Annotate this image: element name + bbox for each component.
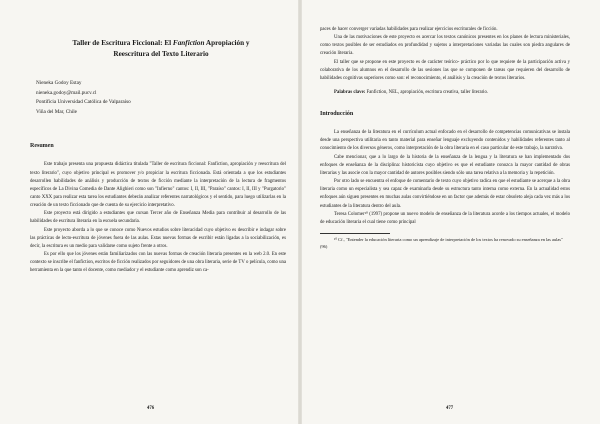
paper-title xyxy=(36,38,286,59)
title-part: Taller de Escritura Ficcional: El xyxy=(72,39,173,47)
section-heading-resumen: Resumen xyxy=(30,143,54,150)
title-line-2: Reescritura del Texto Literario xyxy=(113,49,209,58)
intro-paragraph: Teresa Colomer¹⁰ (1997) propone un nuevo modelo de enseñanza de la literatura acorde a los tiempos actuales, el modelo de educación literaria el cual tiene como principal xyxy=(320,211,570,225)
intro-paragraph: Por otro lado se encuentra el enfoque de comentario de texto cuyo objetivo radica en que el estudiante se acerque a la obra literaria como un especialista y sea capaz de examinarla desde su estructura tanto interna como externa. En la actualidad estos enfoques aún siguen presentes en muchas aulas convirtiéndose en un factor que además de estar obsoleto aleja cada vez más a los estudiantes de la literatura dentro del aula. xyxy=(320,179,570,209)
abstract-continuation: paces de hacer converger variadas habilidades para realizar ejercicios escriturales de ficción. xyxy=(320,27,498,32)
abstract-paragraph: Una de las motivaciones de este proyecto es acercar los textos canónicos presentes en los planes de lectura ministeriales, como textos posibles de ser estudiados en profundidad y sujetos a interpretaciones variadas las cuales son piedra angulares de creación literaria. xyxy=(320,35,570,57)
intro-paragraph: La enseñanza de la literatura en el currículum actual enfocado en el desarrollo de competencias comunicativas se instala desde una perspectiva utilitaria en tanto material para enseñar lenguaje excluyendo contenidos y habilidades referentes tanto al conocimiento de los diversos géneros, como interpretación de la obra literaria en el caso particular de este trabajo, la narrativa. xyxy=(320,130,570,152)
author-block xyxy=(36,79,286,117)
keywords-label: Palabras clave: xyxy=(334,90,366,96)
page-number-left: 476 xyxy=(147,406,155,411)
right-page xyxy=(300,0,600,424)
abstract-paragraph: Es por ello que los jóvenes están familiarizados con las nuevas formas de creación literaria presentes en la web 2.0. En este contexto se inscribe el fanfiction, escritos de ficción realizados por seguidores de una obra literaria, serie de TV o película, como una herramienta en la que tanto el docente, como mediador y el estudiante como aprendiz son ca- xyxy=(30,252,286,274)
author-email: nieneka.godoy@mail.pucv.cl xyxy=(36,89,97,96)
abstract-paragraph: El taller que se propone en este proyecto es de carácter teórico- práctico por lo que requiere de la participación activa y colaborativa de los alumnos en el desarrollo de las sesiones las que se componen de tareas que requieren del desarrollo de habilidades cognitivas superiores como son: el reconocimiento, el análisis y la creación de textos literarios. xyxy=(320,59,570,81)
keywords-text: Fanfiction, NEL, apropiación, escritura creativa, taller literario. xyxy=(365,90,489,96)
abstract-paragraph: Este proyecto está dirigido a estudiantes que cursan Tercer año de Enseñanza Media para contribuir al desarrollo de las habilidades de escritura literaria en la escuela secundaria. xyxy=(30,211,286,225)
intro-paragraph: Cabe mencionar, que a lo largo de la historia de la enseñanza de la lengua y la literatura se han implementado dos enfoques de enseñanza de la disciplina: historicista cuyo objetivo es que el estudiante conozca la mayor cantidad de obras literarias y las asocie con la mayor cantidad de autores posibles siendo sólo una tarea relativa a la memoria y la repetición. xyxy=(320,154,570,176)
keywords-line xyxy=(320,89,570,97)
title-italic: Fanfiction xyxy=(172,39,205,47)
author-location: Viña del Mar, Chile xyxy=(36,108,77,115)
page-number-right: 477 xyxy=(446,406,454,411)
section-heading-introduccion: Introducción xyxy=(320,111,354,118)
author-institution: Pontificia Universidad Católica de Valparaíso xyxy=(36,99,131,106)
author-name: Nieneka Godoy Estay xyxy=(36,80,82,86)
footnote: ¹⁰ Cf., "Entender la educación literaria como un aprendizaje de interpretación de los textos ha renovado su enseñanza en las aulas" (96) xyxy=(320,236,563,249)
abstract-paragraph: Este proyecto aborda a lo que se conoce como Nuevos estudios sobre literacidad cuyo objetivo es describir e indagar sobre las prácticas de lecto-escritura de jóvenes fuera de las aulas. Estas nuevas formas de escribir están ligadas a la sociabilización, es decir, la escritura es un medio para validarse como sujeto frente a otros. xyxy=(30,227,286,249)
footnote-divider xyxy=(320,233,390,234)
abstract-paragraph: Este trabajo presenta una propuesta didáctica titulada "Taller de escritura ficcional: Fanfiction, apropiación y reescritura del texto literario", cuyo objetivo principal es promover y/o propiciar la escritura ficcionada. Está orientada a que los estudiantes desarrollen habilidades de análisis y producción de textos de ficción mediante la interpretación de la lectura de fragmentos específicos de La Divina Comedia de Dante Alighieri como son "Infierno" cantos: I, II, III, "Paraíso" cantos: I, II, III y "Purgatorio" canto XXX para realizar esta tarea los estudiantes deberán analizar referentes narratológicos y el sentido, para luego utilizarlas en la creación de un texto ficcionado que de cuenta de su ejercicio interpretativo. xyxy=(30,162,286,209)
title-part-end: Apropiación y xyxy=(204,39,250,47)
